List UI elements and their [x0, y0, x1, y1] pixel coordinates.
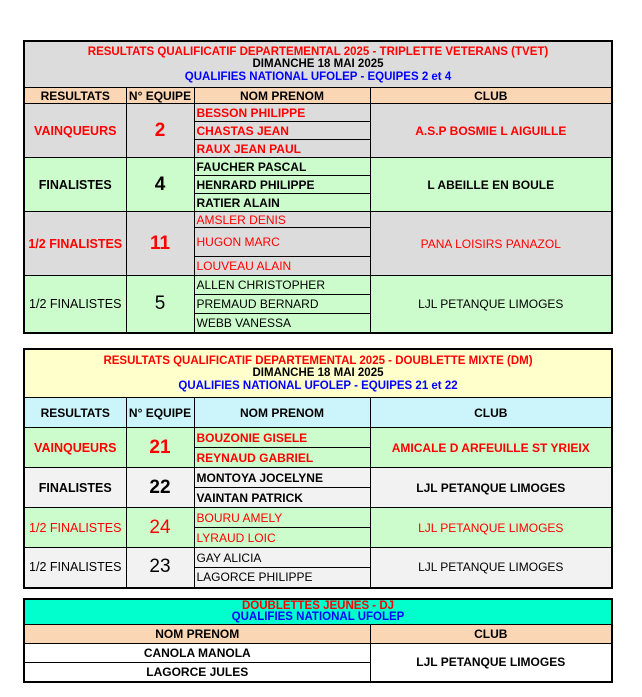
player-name: GAY ALICIA [194, 548, 370, 568]
col-header-club: CLUB [370, 398, 612, 428]
table-doublettes-jeunes [23, 598, 613, 683]
col-header-resultats: RESULTATS [24, 88, 126, 104]
club-name: LJL PETANQUE LIMOGES [370, 468, 612, 508]
col-header-nom: NOM PRENOM [24, 625, 370, 644]
table-row [24, 158, 612, 176]
table-header-block [24, 41, 612, 88]
table-qualif: QUALIFIES NATIONAL UFOLEP [231, 611, 405, 623]
player-name: AMSLER DENIS [194, 212, 370, 228]
player-name: HENRARD PHILIPPE [194, 176, 370, 194]
player-name: LAGORCE PHILIPPE [194, 568, 370, 588]
result-label: 1/2 FINALISTES [24, 212, 126, 276]
table-row [24, 276, 612, 295]
player-name: HUGON MARC [194, 228, 370, 257]
table-date: DIMANCHE 18 MAI 2025 [252, 58, 384, 71]
team-number: 5 [126, 276, 194, 333]
player-name: BOURU AMELY [194, 508, 370, 528]
table-title: DOUBLETTES JEUNES - DJ [241, 600, 395, 612]
result-label: VAINQUEURS [24, 428, 126, 468]
club-name: LJL PETANQUE LIMOGES [370, 548, 612, 588]
result-label: 1/2 FINALISTES [24, 276, 126, 333]
team-number: 4 [126, 158, 194, 212]
team-number: 11 [126, 212, 194, 276]
col-header-club: CLUB [370, 88, 612, 104]
table-date: DIMANCHE 18 MAI 2025 [252, 367, 384, 380]
result-label: FINALISTES [24, 158, 126, 212]
table-row [24, 548, 612, 568]
result-label: 1/2 FINALISTES [24, 548, 126, 588]
player-name: PREMAUD BERNARD [194, 295, 370, 314]
player-name: WEBB VANESSA [194, 314, 370, 333]
team-number: 22 [126, 468, 194, 508]
table-qualif: QUALIFIES NATIONAL UFOLEP - EQUIPES 2 et 4 [184, 70, 452, 83]
team-number: 24 [126, 508, 194, 548]
table-qualif: QUALIFIES NATIONAL UFOLEP - EQUIPES 21 et 22 [178, 379, 458, 392]
club-name: L ABEILLE EN BOULE [370, 158, 612, 212]
col-header-club: CLUB [370, 625, 612, 644]
table-row [24, 644, 612, 663]
player-name: CHASTAS JEAN [194, 122, 370, 140]
table-row [24, 468, 612, 488]
col-header-equipe: N° EQUIPE [126, 398, 194, 428]
team-number: 23 [126, 548, 194, 588]
player-name: RAUX JEAN PAUL [194, 140, 370, 158]
table-title: RESULTATS QUALIFICATIF DEPARTEMENTAL 2025 - DOUBLETTE MIXTE (DM) [103, 354, 533, 367]
club-name: PANA LOISIRS PANAZOL [370, 212, 612, 276]
player-name: RATIER ALAIN [194, 194, 370, 212]
table-title: RESULTATS QUALIFICATIF DEPARTEMENTAL 2025 - TRIPLETTE VETERANS (TVET) [87, 45, 549, 58]
club-name: LJL PETANQUE LIMOGES [370, 276, 612, 333]
club-name: AMICALE D ARFEUILLE ST YRIEIX [370, 428, 612, 468]
col-header-nom: NOM PRENOM [194, 88, 370, 104]
team-number: 21 [126, 428, 194, 468]
club-name: LJL PETANQUE LIMOGES [370, 508, 612, 548]
table-header-block [24, 349, 612, 398]
club-name: LJL PETANQUE LIMOGES [370, 644, 612, 682]
table-triplette-veterans [23, 40, 613, 334]
player-name: REYNAUD GABRIEL [194, 448, 370, 468]
player-name: LYRAUD LOIC [194, 528, 370, 548]
player-name: ALLEN CHRISTOPHER [194, 276, 370, 295]
player-name: BOUZONIE GISELE [194, 428, 370, 448]
team-number: 2 [126, 104, 194, 158]
player-name: LAGORCE JULES [24, 663, 370, 682]
table-row [24, 508, 612, 528]
table-header-block [24, 599, 612, 625]
col-header-equipe: N° EQUIPE [126, 88, 194, 104]
player-name: LOUVEAU ALAIN [194, 257, 370, 276]
table-row [24, 428, 612, 448]
table-doublette-mixte [23, 348, 613, 589]
column-headers [24, 625, 612, 644]
player-name: BESSON PHILIPPE [194, 104, 370, 122]
player-name: VAINTAN PATRICK [194, 488, 370, 508]
table-row [24, 212, 612, 228]
result-label: FINALISTES [24, 468, 126, 508]
club-name: A.S.P BOSMIE L AIGUILLE [370, 104, 612, 158]
col-header-nom: NOM PRENOM [194, 398, 370, 428]
col-header-resultats: RESULTATS [24, 398, 126, 428]
player-name: MONTOYA JOCELYNE [194, 468, 370, 488]
table-row [24, 104, 612, 122]
player-name: CANOLA MANOLA [24, 644, 370, 663]
column-headers [24, 398, 612, 428]
result-label: VAINQUEURS [24, 104, 126, 158]
column-headers [24, 88, 612, 104]
result-label: 1/2 FINALISTES [24, 508, 126, 548]
player-name: FAUCHER PASCAL [194, 158, 370, 176]
